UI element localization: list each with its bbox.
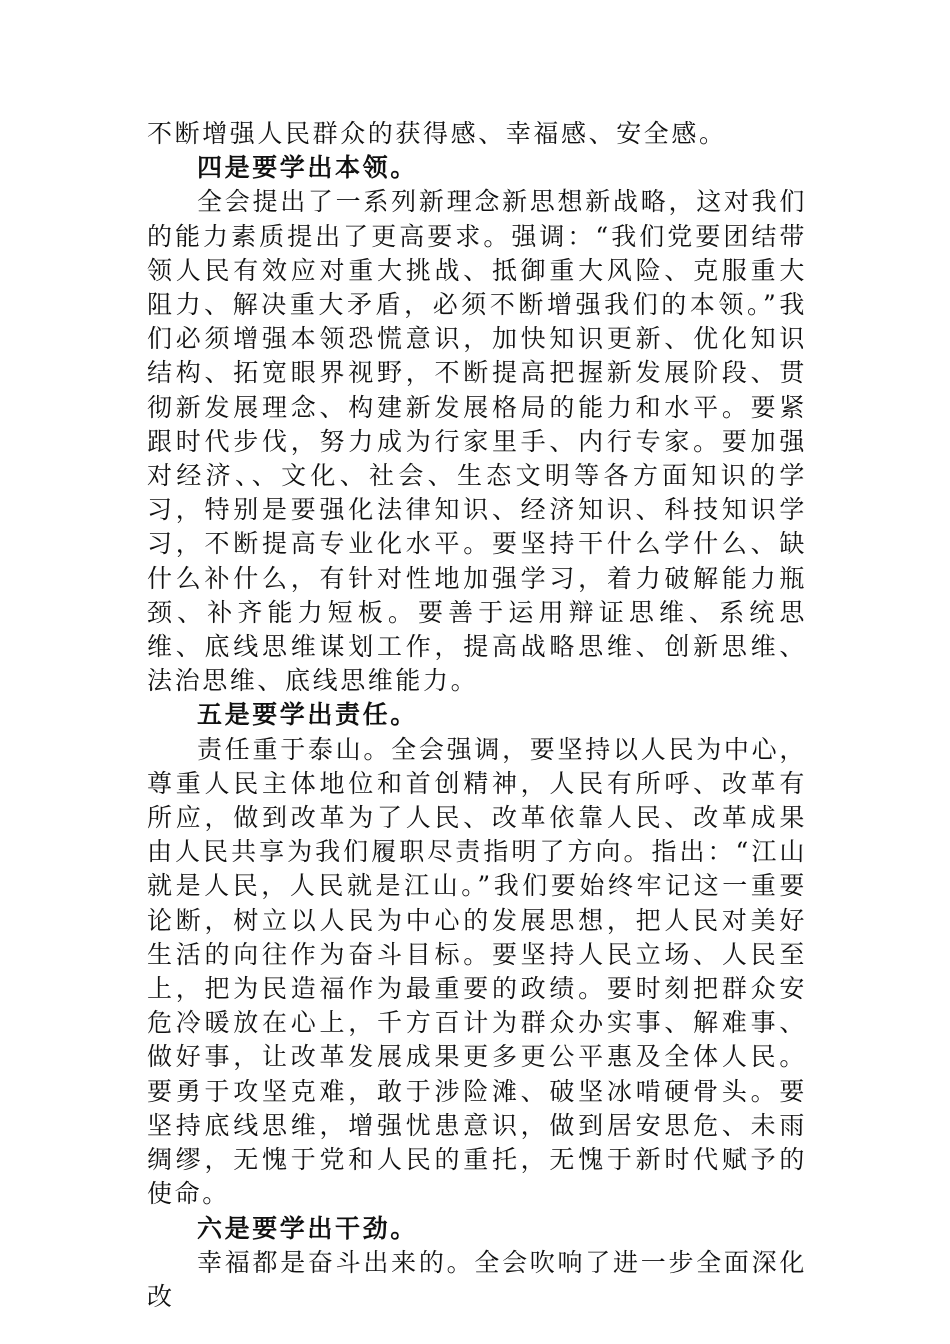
- paragraph-section-6: 幸福都是奋斗出来的。全会吹响了进一步全面深化改: [147, 1247, 807, 1311]
- section-heading-4: 四是要学出本领。: [197, 153, 418, 183]
- section-heading-5: 五是要学出责任。: [197, 700, 418, 730]
- paragraph-section-4: 全会提出了一系列新理念新思想新战略，这对我们的能力素质提出了更高要求。强调：“我们党要团结带领人民有效应对重大挑战、抵御重大风险、克服重大阻力、解决重大矛盾，必须不断增强我们的本领。”我们必须增强本领恐慌意识，加快知识更新、优化知识结构、拓宽眼界视野，不断提高把握新发展阶段、贯彻新发展理念、构建新发展格局的能力和水平。要紧跟时代步伐，努力成为行家里手、内行专家。要加强对经济、、文化、社会、生态文明等各方面知识的学习，特别是要强化法律知识、经济知识、科技知识学习，不断提高专业化水平。要坚持干什么学什么、缺什么补什么，有针对性地加强学习，着力破解能力瓶颈、补齐能力短板。要善于运用辩证思维、系统思维、底线思维谋划工作，提高战略思维、创新思维、法治思维、底线思维能力。: [147, 187, 807, 696]
- section-heading-6: 六是要学出干劲。: [197, 1213, 418, 1243]
- paragraph-section-5: 责任重于泰山。全会强调，要坚持以人民为中心，尊重人民主体地位和首创精神，人民有所呼、改革有所应，做到改革为了人民、改革依靠人民、改革成果由人民共享为我们履职尽责指明了方向。指出：“江山就是人民，人民就是江山。”我们要始终牢记这一重要论断，树立以人民为中心的发展思想，把人民对美好生活的向往作为奋斗目标。要坚持人民立场、人民至上，把为民造福作为最重要的政绩。要时刻把群众安危冷暖放在心上，千方百计为群众办实事、解难事、做好事，让改革发展成果更多更公平惠及全体人民。要勇于攻坚克难，敢于涉险滩、破坚冰啃硬骨头。要坚持底线思维，增强忧患意识，做到居安思危、未雨绸缪，无愧于党和人民的重托，无愧于新时代赋予的使命。: [147, 734, 807, 1209]
- document-body: [147, 117, 807, 1314]
- paragraph-continuation: 不断增强人民群众的获得感、幸福感、安全感。: [147, 119, 727, 148]
